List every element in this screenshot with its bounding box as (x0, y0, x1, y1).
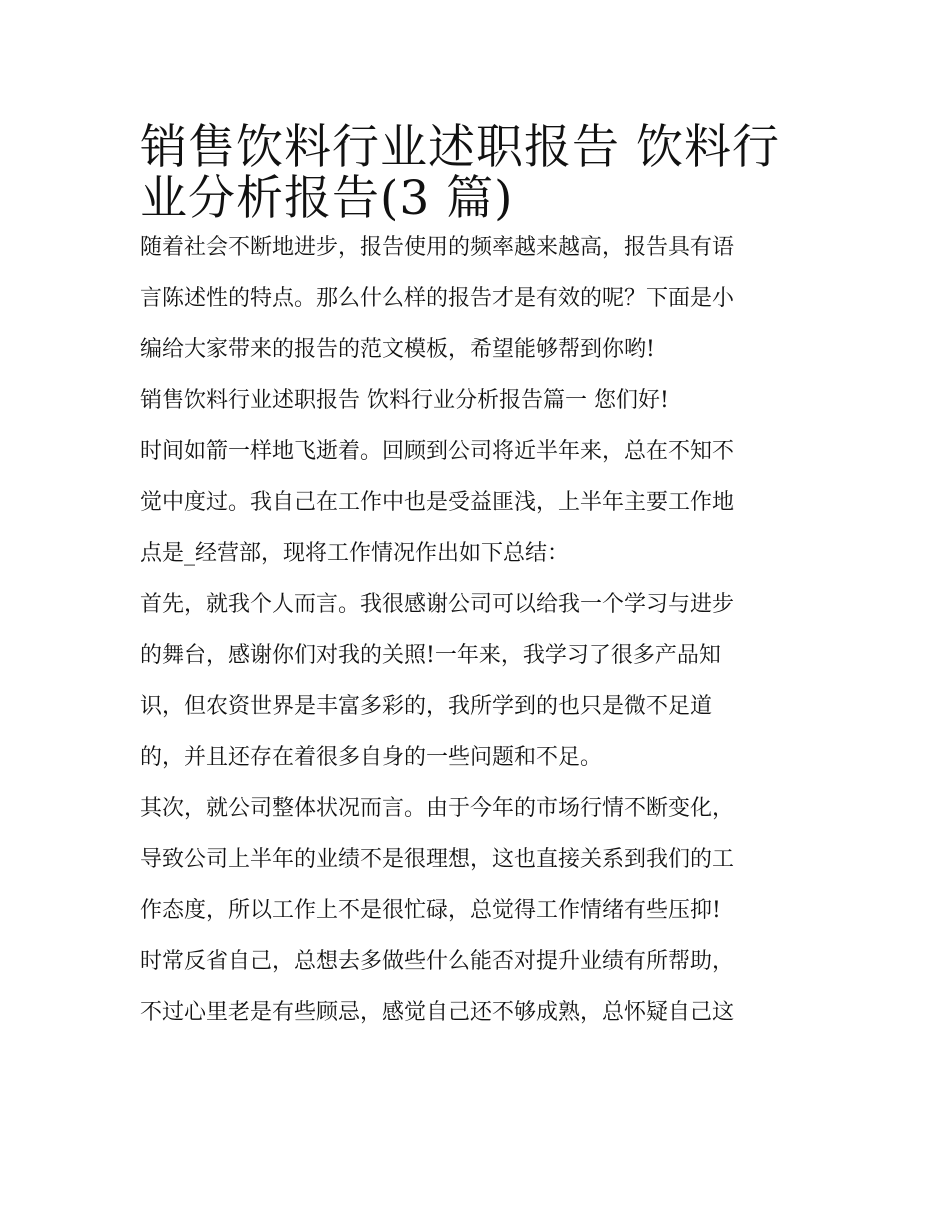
body-line: 首先，就我个人而言。我很感谢公司可以给我一个学习与进步 (140, 592, 735, 617)
body-line: 时间如箭一样地飞逝着。回顾到公司将近半年来，总在不知不 (140, 439, 735, 464)
body-line: 导致公司上半年的业绩不是很理想，这也直接关系到我们的工 (140, 847, 735, 872)
title-line-1: 销售饮料行业述职报告 饮料行 (140, 120, 780, 175)
body-line: 言陈述性的特点。那么什么样的报告才是有效的呢？下面是小 (140, 286, 735, 311)
document-content (140, 112, 820, 1038)
body-line: 作态度，所以工作上不是很忙碌，总觉得工作情绪有些压抑! (140, 898, 721, 923)
body-line: 编给大家带来的报告的范文模板，希望能够帮到你哟! (140, 337, 655, 362)
document-title (140, 112, 820, 226)
body-line: 的舞台，感谢你们对我的关照!一年来，我学习了很多产品知 (140, 643, 721, 668)
body-line: 觉中度过。我自己在工作中也是受益匪浅，上半年主要工作地 (140, 490, 735, 515)
body-line: 识，但农资世界是丰富多彩的，我所学到的也只是微不足道 (140, 694, 713, 719)
body-line: 点是_经营部，现将工作情况作出如下总结： (140, 541, 570, 566)
body-line: 的，并且还存在着很多自身的一些问题和不足。 (140, 745, 603, 770)
body-line: 其次，就公司整体状况而言。由于今年的市场行情不断变化， (140, 796, 735, 821)
body-line: 时常反省自己，总想去多做些什么能否对提升业绩有所帮助， (140, 949, 735, 974)
section-heading-line: 销售饮料行业述职报告 饮料行业分析报告篇一 您们好! (140, 388, 669, 413)
body-line: 随着社会不断地进步，报告使用的频率越来越高，报告具有语 (140, 235, 735, 260)
document-body (140, 222, 820, 1038)
body-line: 不过心里老是有些顾忌，感觉自己还不够成熟，总怀疑自己这 (140, 1000, 735, 1025)
title-line-2: 业分析报告(3 篇) (140, 171, 514, 226)
